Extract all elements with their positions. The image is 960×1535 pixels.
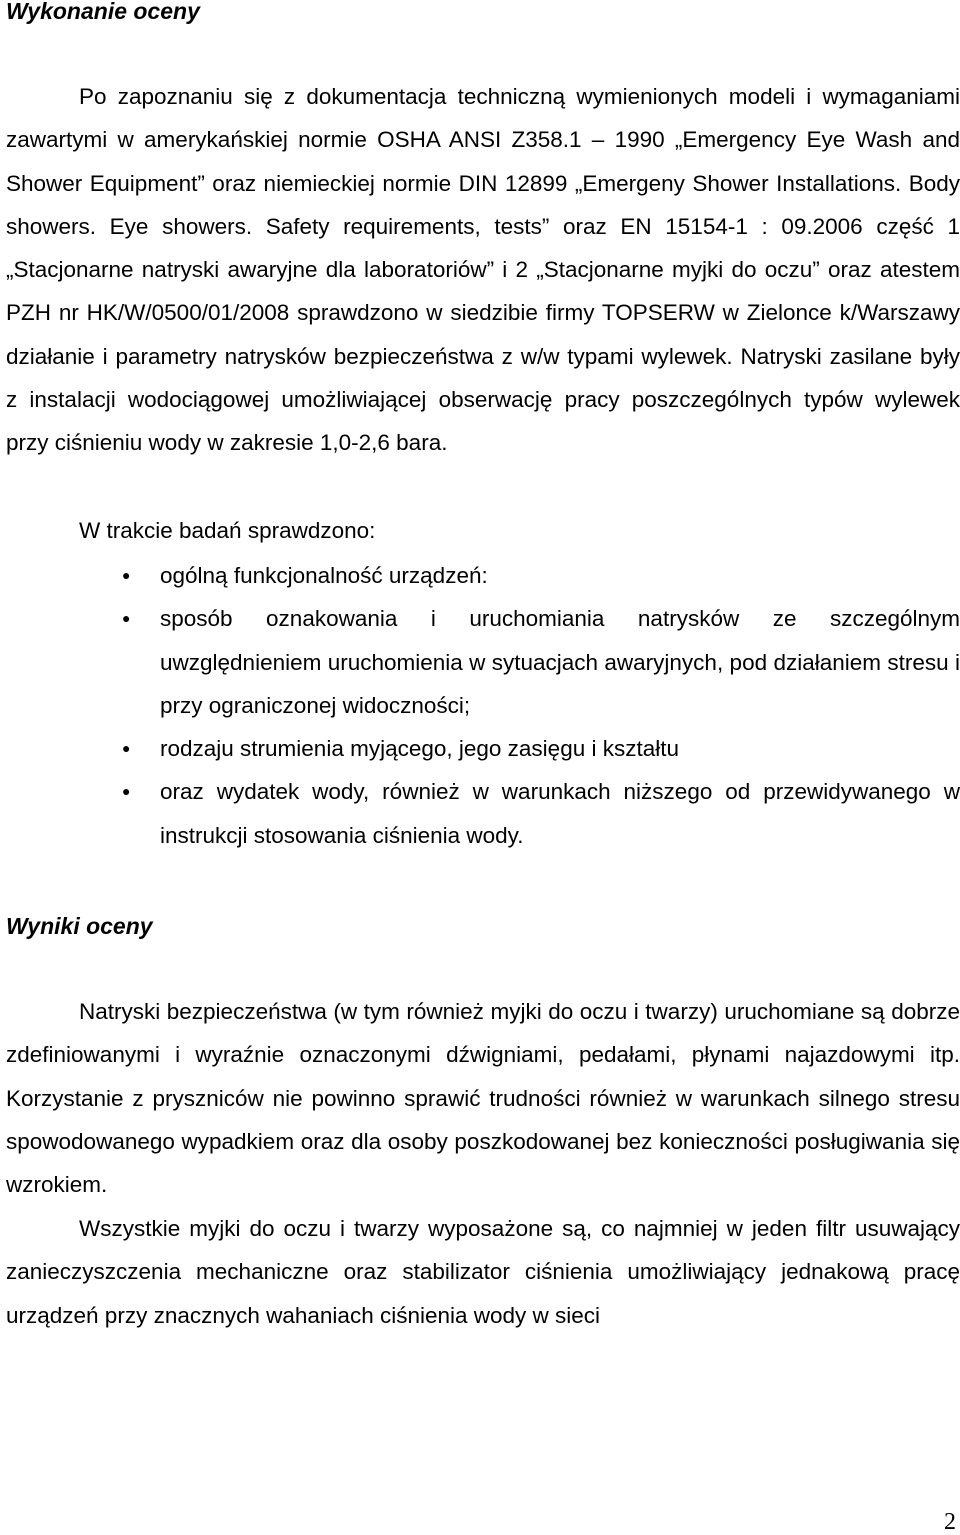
list-item	[0, 770, 960, 857]
checklist	[0, 554, 960, 857]
bullet-icon: ●	[122, 567, 131, 583]
bullet-icon: ●	[122, 610, 131, 627]
section-heading-wykonanie-oceny: Wykonanie oceny	[6, 0, 200, 24]
list-item-text: rodzaju strumienia myjącego, jego zasięgu i kształtu	[160, 736, 680, 762]
list-item	[0, 597, 960, 727]
bullet-icon: ●	[122, 740, 131, 757]
checklist-intro: W trakcie badań sprawdzono:	[79, 518, 376, 543]
page-number: 2	[944, 1509, 956, 1535]
list-item-text: oraz wydatek wody, również w warunkach niższego od przewidywanego w instrukcji stosowania ciśnienia wody.	[160, 779, 960, 848]
assessment-paragraph: Po zapoznaniu się z dokumentacja techniczną wymienionych modeli i wymaganiami zawartymi w amerykańskiej normie OSHA ANSI Z358.1 – 1990 „Emergency Eye Wash and Shower Equipment” oraz niemieckiej normie DIN 12899 „Emergeny Shower Installations. Body showers. Eye showers. Safety requirements, tests” oraz EN 15154-1 : 09.2006 część 1 „Stacjonarne natryski awaryjne dla laboratoriów” i 2 „Stacjonarne myjki do oczu” oraz atestem PZH nr HK/W/0500/01/2008 sprawdzono w siedzibie firmy TOPSERW w Zielonce k/Warszawy działanie i parametry natrysków bezpieczeństwa z w/w typami wylewek. Natryski zasilane były z instalacji wodociągowej umożliwiającej obserwację pracy poszczególnych typów wylewek przy ciśnieniu wody w zakresie 1,0-2,6 bara.	[6, 84, 960, 456]
list-item	[0, 727, 960, 770]
results-paragraph-1: Natryski bezpieczeństwa (w tym również myjki do oczu i twarzy) uruchomiane są dobrze zdefiniowanymi i wyraźnie oznaczonymi dźwigniami, pedałami, płynami najazdowymi itp. Korzystanie z pryszniców nie powinno sprawić trudności również w warunkach silnego stresu spowodowanego wypadkiem oraz dla osoby poszkodowanej bez konieczności posługiwania się wzrokiem.	[6, 999, 960, 1198]
section-heading-wyniki-oceny: Wyniki oceny	[6, 913, 153, 939]
results-paragraph-2: Wszystkie myjki do oczu i twarzy wyposażone są, co najmniej w jeden filtr usuwający zanieczyszczenia mechaniczne oraz stabilizator ciśnienia umożliwiający jednakową pracę urządzeń przy znacznych wahaniach ciśnienia wody w sieci	[6, 1216, 960, 1328]
bullet-icon: ●	[122, 783, 131, 800]
list-item-text: sposób oznakowania i uruchomiania natrysków ze szczególnym uwzględnieniem uruchomienia w sytuacjach awaryjnych, pod działaniem stresu i przy ograniczonej widoczności;	[160, 606, 960, 718]
list-item-text: ogólną funkcjonalność urządzeń:	[160, 563, 488, 588]
list-item	[0, 554, 960, 597]
